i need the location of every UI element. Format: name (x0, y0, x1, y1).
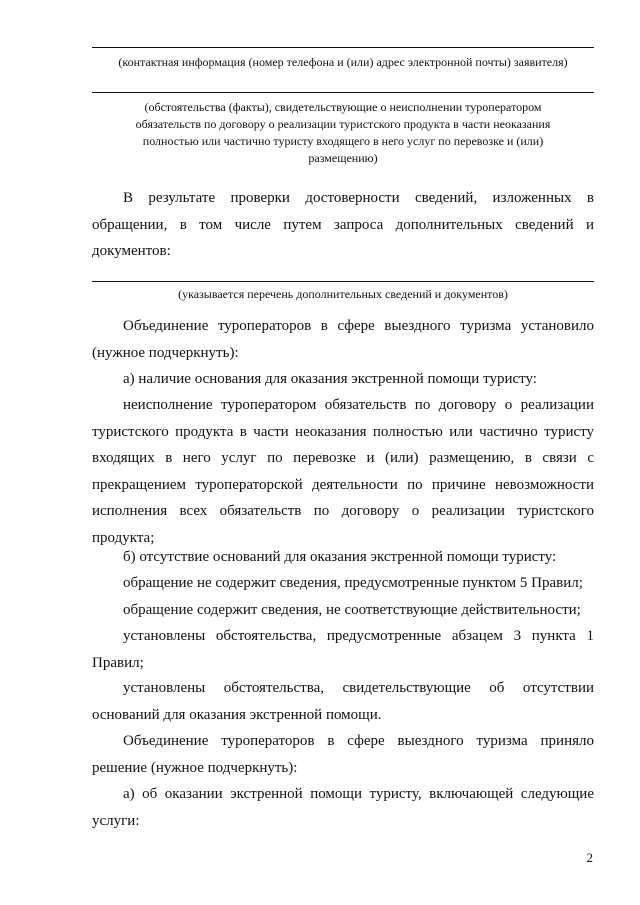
item-b-point-3: установлены обстоятельства, предусмотренные абзацем 3 пункта 1 Правил; (92, 628, 594, 671)
contact-info-line (92, 47, 594, 48)
item-a-heading: а) наличие основания для оказания экстренной помощи туристу: (123, 371, 537, 387)
circumstances-line (92, 92, 594, 93)
item-b-heading: б) отсутствие оснований для оказания экстренной помощи туристу: (123, 549, 557, 565)
item-a-text: неисполнение туроператором обязательств по договору о реализации туристского продукта в части неоказания полностью или частично туристу входящих в него услуг по перевозке и (или) размещению, в связи с прекращением туроператорской деятельности по причине невозможности исполнения всех обязательств по договору о реализации туристского продукта; (92, 397, 594, 546)
circumstances-caption: (обстоятельства (факты), свидетельствующие о неисполнении туроператором обязательств по договору о реализации туристского продукта в части неоказания полностью или частично туристу входящего в него услуг по перевозке и (или) размещению) (135, 100, 551, 165)
item-b-point-1: обращение не содержит сведения, предусмотренные пунктом 5 Правил; (123, 575, 583, 591)
decision-item-a: а) об оказании экстренной помощи туристу, включающей следующие услуги: (92, 786, 594, 829)
decision-paragraph: Объединение туроператоров в сфере выездного туризма приняло решение (нужное подчеркнуть): (92, 733, 594, 776)
page-number: 2 (586, 850, 593, 865)
documents-caption: (указывается перечень дополнительных сведений и документов) (178, 287, 508, 301)
item-b-point-2: обращение содержит сведения, не соответствующие действительности; (123, 602, 581, 618)
established-paragraph: Объединение туроператоров в сфере выездного туризма установило (нужное подчеркнуть): (92, 318, 594, 361)
item-b-point-4: установлены обстоятельства, свидетельствующие об отсутствии оснований для оказания экстренной помощи. (92, 680, 594, 723)
documents-line (92, 281, 594, 282)
verification-paragraph: В результате проверки достоверности сведений, изложенных в обращении, в том числе путем запроса дополнительных сведений и документов: (92, 190, 594, 259)
contact-info-caption: (контактная информация (номер телефона и (или) адрес электронной почты) заявителя) (118, 55, 568, 69)
